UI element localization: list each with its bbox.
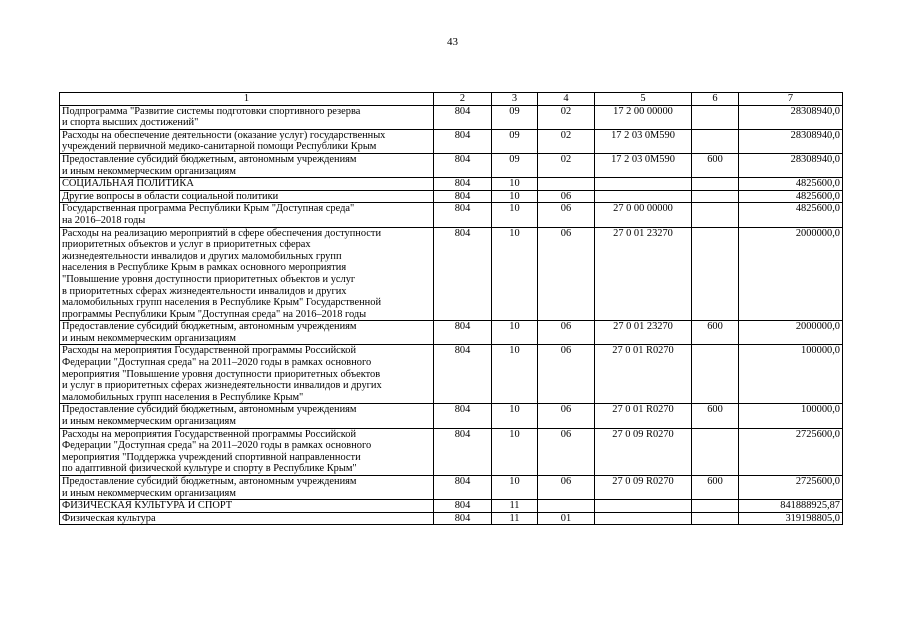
subsection-code-cell: 06 bbox=[538, 345, 595, 404]
row-name-cell: Расходы на мероприятия Государственной программы Российской Федерации "Доступная среда" на 2011–2020 годы в рамках основного мероприятия "Поддержка учреждений спортивной направленности по адаптивной физической культуре и спорту в Республике Крым" bbox=[60, 428, 434, 475]
ministry-code-cell: 804 bbox=[434, 153, 492, 177]
row-name-cell: Предоставление субсидий бюджетным, автономным учреждениям и иным некоммерческим организациям bbox=[60, 404, 434, 428]
section-code-cell: 10 bbox=[492, 227, 538, 321]
amount-cell: 2000000,0 bbox=[739, 321, 843, 345]
row-name-cell: СОЦИАЛЬНАЯ ПОЛИТИКА bbox=[60, 178, 434, 191]
amount-cell: 2725600,0 bbox=[739, 476, 843, 500]
expense-type-cell bbox=[692, 203, 739, 227]
section-code-cell: 10 bbox=[492, 321, 538, 345]
header-cell: 7 bbox=[739, 93, 843, 106]
subsection-code-cell: 06 bbox=[538, 203, 595, 227]
section-code-cell: 10 bbox=[492, 190, 538, 203]
ministry-code-cell: 804 bbox=[434, 500, 492, 513]
section-code-cell: 10 bbox=[492, 178, 538, 191]
row-name-cell: Физическая культура bbox=[60, 512, 434, 525]
subsection-code-cell: 06 bbox=[538, 190, 595, 203]
row-name-cell: Предоставление субсидий бюджетным, автономным учреждениям и иным некоммерческим организациям bbox=[60, 321, 434, 345]
target-article-cell bbox=[595, 178, 692, 191]
target-article-cell: 27 0 01 R0270 bbox=[595, 345, 692, 404]
expense-type-cell: 600 bbox=[692, 404, 739, 428]
expense-type-cell: 600 bbox=[692, 153, 739, 177]
ministry-code-cell: 804 bbox=[434, 345, 492, 404]
row-name-cell: Подпрограмма "Развитие системы подготовки спортивного резерва и спорта высших достижений" bbox=[60, 105, 434, 129]
ministry-code-cell: 804 bbox=[434, 105, 492, 129]
subsection-code-cell: 06 bbox=[538, 227, 595, 321]
amount-cell: 4825600,0 bbox=[739, 203, 843, 227]
target-article-cell bbox=[595, 512, 692, 525]
table-row bbox=[60, 178, 843, 191]
ministry-code-cell: 804 bbox=[434, 227, 492, 321]
subsection-code-cell bbox=[538, 500, 595, 513]
expense-type-cell: 600 bbox=[692, 476, 739, 500]
subsection-code-cell: 06 bbox=[538, 321, 595, 345]
row-name-cell: Расходы на обеспечение деятельности (оказание услуг) государственных учреждений первичной медико-санитарной помощи Республики Крым bbox=[60, 129, 434, 153]
expense-type-cell bbox=[692, 105, 739, 129]
ministry-code-cell: 804 bbox=[434, 512, 492, 525]
expense-type-cell bbox=[692, 345, 739, 404]
target-article-cell: 27 0 00 00000 bbox=[595, 203, 692, 227]
table-row bbox=[60, 345, 843, 404]
section-code-cell: 10 bbox=[492, 404, 538, 428]
amount-cell: 28308940,0 bbox=[739, 129, 843, 153]
header-cell: 3 bbox=[492, 93, 538, 106]
expense-type-cell bbox=[692, 178, 739, 191]
table-row bbox=[60, 476, 843, 500]
section-code-cell: 09 bbox=[492, 153, 538, 177]
table-row bbox=[60, 512, 843, 525]
header-cell: 1 bbox=[60, 93, 434, 106]
amount-cell: 4825600,0 bbox=[739, 190, 843, 203]
table-row bbox=[60, 321, 843, 345]
amount-cell: 100000,0 bbox=[739, 345, 843, 404]
section-code-cell: 09 bbox=[492, 129, 538, 153]
ministry-code-cell: 804 bbox=[434, 404, 492, 428]
expense-type-cell bbox=[692, 129, 739, 153]
table-row bbox=[60, 404, 843, 428]
expense-type-cell bbox=[692, 512, 739, 525]
table-row bbox=[60, 129, 843, 153]
table-header-row bbox=[60, 93, 843, 106]
row-name-cell: ФИЗИЧЕСКАЯ КУЛЬТУРА И СПОРТ bbox=[60, 500, 434, 513]
table-row bbox=[60, 203, 843, 227]
subsection-code-cell: 06 bbox=[538, 404, 595, 428]
header-cell: 4 bbox=[538, 93, 595, 106]
section-code-cell: 10 bbox=[492, 203, 538, 227]
target-article-cell bbox=[595, 190, 692, 203]
target-article-cell: 17 2 03 0М590 bbox=[595, 153, 692, 177]
section-code-cell: 11 bbox=[492, 512, 538, 525]
header-cell: 2 bbox=[434, 93, 492, 106]
amount-cell: 2000000,0 bbox=[739, 227, 843, 321]
target-article-cell: 27 0 01 23270 bbox=[595, 227, 692, 321]
row-name-cell: Расходы на мероприятия Государственной программы Российской Федерации "Доступная среда" на 2011–2020 годы в рамках основного мероприятия "Повышение уровня доступности приоритетных объектов и услуг в приоритетных сферах жизнедеятельности инвалидов и других маломобильных групп населения в Республике Крым" bbox=[60, 345, 434, 404]
target-article-cell bbox=[595, 500, 692, 513]
target-article-cell: 27 0 09 R0270 bbox=[595, 476, 692, 500]
target-article-cell: 27 0 09 R0270 bbox=[595, 428, 692, 475]
header-cell: 5 bbox=[595, 93, 692, 106]
target-article-cell: 17 2 03 0М590 bbox=[595, 129, 692, 153]
subsection-code-cell: 02 bbox=[538, 153, 595, 177]
row-name-cell: Государственная программа Республики Крым "Доступная среда" на 2016–2018 годы bbox=[60, 203, 434, 227]
subsection-code-cell: 06 bbox=[538, 428, 595, 475]
table-row bbox=[60, 428, 843, 475]
amount-cell: 100000,0 bbox=[739, 404, 843, 428]
section-code-cell: 09 bbox=[492, 105, 538, 129]
table-row bbox=[60, 500, 843, 513]
subsection-code-cell: 02 bbox=[538, 129, 595, 153]
table-row bbox=[60, 105, 843, 129]
amount-cell: 841888925,87 bbox=[739, 500, 843, 513]
section-code-cell: 10 bbox=[492, 428, 538, 475]
ministry-code-cell: 804 bbox=[434, 129, 492, 153]
expense-type-cell bbox=[692, 428, 739, 475]
expense-type-cell: 600 bbox=[692, 321, 739, 345]
row-name-cell: Другие вопросы в области социальной политики bbox=[60, 190, 434, 203]
subsection-code-cell: 06 bbox=[538, 476, 595, 500]
subsection-code-cell bbox=[538, 178, 595, 191]
ministry-code-cell: 804 bbox=[434, 428, 492, 475]
expense-type-cell bbox=[692, 500, 739, 513]
target-article-cell: 27 0 01 R0270 bbox=[595, 404, 692, 428]
subsection-code-cell: 02 bbox=[538, 105, 595, 129]
amount-cell: 28308940,0 bbox=[739, 105, 843, 129]
row-name-cell: Предоставление субсидий бюджетным, автономным учреждениям и иным некоммерческим организациям bbox=[60, 153, 434, 177]
expense-type-cell bbox=[692, 227, 739, 321]
amount-cell: 28308940,0 bbox=[739, 153, 843, 177]
budget-table bbox=[59, 92, 843, 525]
ministry-code-cell: 804 bbox=[434, 190, 492, 203]
amount-cell: 2725600,0 bbox=[739, 428, 843, 475]
subsection-code-cell: 01 bbox=[538, 512, 595, 525]
ministry-code-cell: 804 bbox=[434, 321, 492, 345]
section-code-cell: 10 bbox=[492, 476, 538, 500]
amount-cell: 4825600,0 bbox=[739, 178, 843, 191]
ministry-code-cell: 804 bbox=[434, 178, 492, 191]
target-article-cell: 17 2 00 00000 bbox=[595, 105, 692, 129]
ministry-code-cell: 804 bbox=[434, 203, 492, 227]
section-code-cell: 10 bbox=[492, 345, 538, 404]
row-name-cell: Расходы на реализацию мероприятий в сфере обеспечения доступности приоритетных объектов и услуг в приоритетных сферах жизнедеятельности инвалидов и других маломобильных групп населения в Республике Крым в рамках основного мероприятия "Повышение уровня доступности приоритетных объектов и услуг в приоритетных сферах жизнедеятельности инвалидов и других маломобильных групп населения в Республике Крым" Государственной программы Республики Крым "Доступная среда" на 2016–2018 годы bbox=[60, 227, 434, 321]
table-row bbox=[60, 153, 843, 177]
table-row bbox=[60, 227, 843, 321]
row-name-cell: Предоставление субсидий бюджетным, автономным учреждениям и иным некоммерческим организациям bbox=[60, 476, 434, 500]
table-row bbox=[60, 190, 843, 203]
ministry-code-cell: 804 bbox=[434, 476, 492, 500]
expense-type-cell bbox=[692, 190, 739, 203]
header-cell: 6 bbox=[692, 93, 739, 106]
target-article-cell: 27 0 01 23270 bbox=[595, 321, 692, 345]
section-code-cell: 11 bbox=[492, 500, 538, 513]
page-number: 43 bbox=[447, 36, 458, 48]
amount-cell: 319198805,0 bbox=[739, 512, 843, 525]
